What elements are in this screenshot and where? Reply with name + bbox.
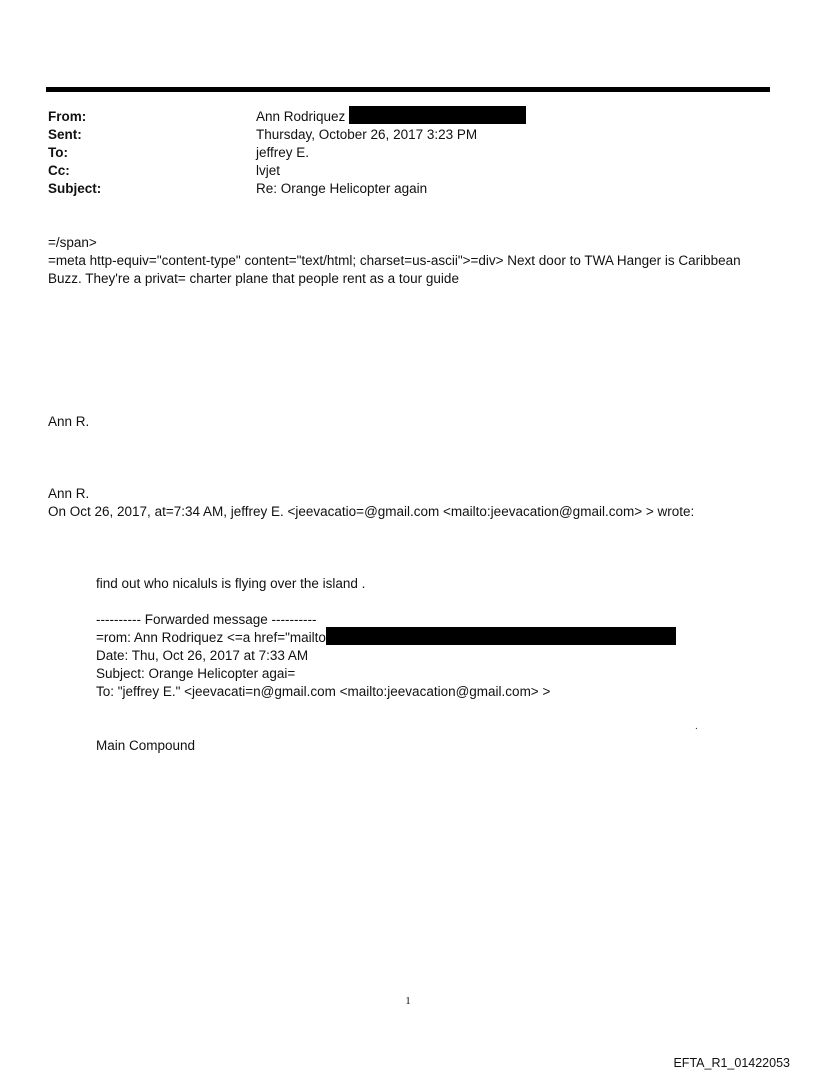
subject-value: Re: Orange Helicopter again	[256, 181, 428, 196]
subject-label: Subject:	[48, 181, 102, 196]
body-line: =meta http-equiv="content-type" content="text/html; charset=us-ascii">=div> Next door to TWA Hanger is Caribbean	[48, 253, 741, 268]
from-label: From:	[48, 109, 87, 124]
signature: Ann R.	[48, 486, 90, 501]
redaction-block	[326, 627, 676, 645]
to-value: jeffrey E.	[256, 145, 310, 160]
body-line: Buzz. They're a privat= charter plane that people rent as a tour guide	[48, 271, 459, 286]
signature: Ann R.	[48, 414, 90, 429]
body-line: =/span>	[48, 235, 97, 250]
redaction-block	[349, 106, 526, 124]
sent-label: Sent:	[48, 127, 82, 142]
forward-header: ---------- Forwarded message ----------	[96, 612, 317, 627]
cc-label: Cc:	[48, 163, 70, 178]
from-value: Ann Rodriquez	[256, 109, 346, 124]
forward-from: =rom: Ann Rodriquez <=a href="mailto	[96, 630, 326, 645]
forward-to: To: "jeffrey E." <jeevacati=n@gmail.com <mailto:jeevacation@gmail.com> >	[96, 684, 551, 699]
quoted-message: find out who nicaluls is flying over the island .	[96, 576, 366, 591]
cc-value: lvjet	[256, 163, 281, 178]
forward-body: Main Compound	[96, 738, 196, 753]
to-label: To:	[48, 145, 68, 160]
quote-intro: On Oct 26, 2017, at=7:34 AM, jeffrey E. <jeevacatio=@gmail.com <mailto:jeevacation@gmail.com> > wrote:	[48, 504, 695, 519]
stray-mark: .	[695, 721, 698, 732]
document-id: EFTA_R1_01422053	[673, 1056, 790, 1070]
sent-value: Thursday, October 26, 2017 3:23 PM	[256, 127, 478, 142]
page-number: 1	[405, 995, 411, 1007]
forward-date: Date: Thu, Oct 26, 2017 at 7:33 AM	[96, 648, 309, 663]
header-rule	[46, 87, 770, 92]
forward-subject: Subject: Orange Helicopter agai=	[96, 666, 296, 681]
